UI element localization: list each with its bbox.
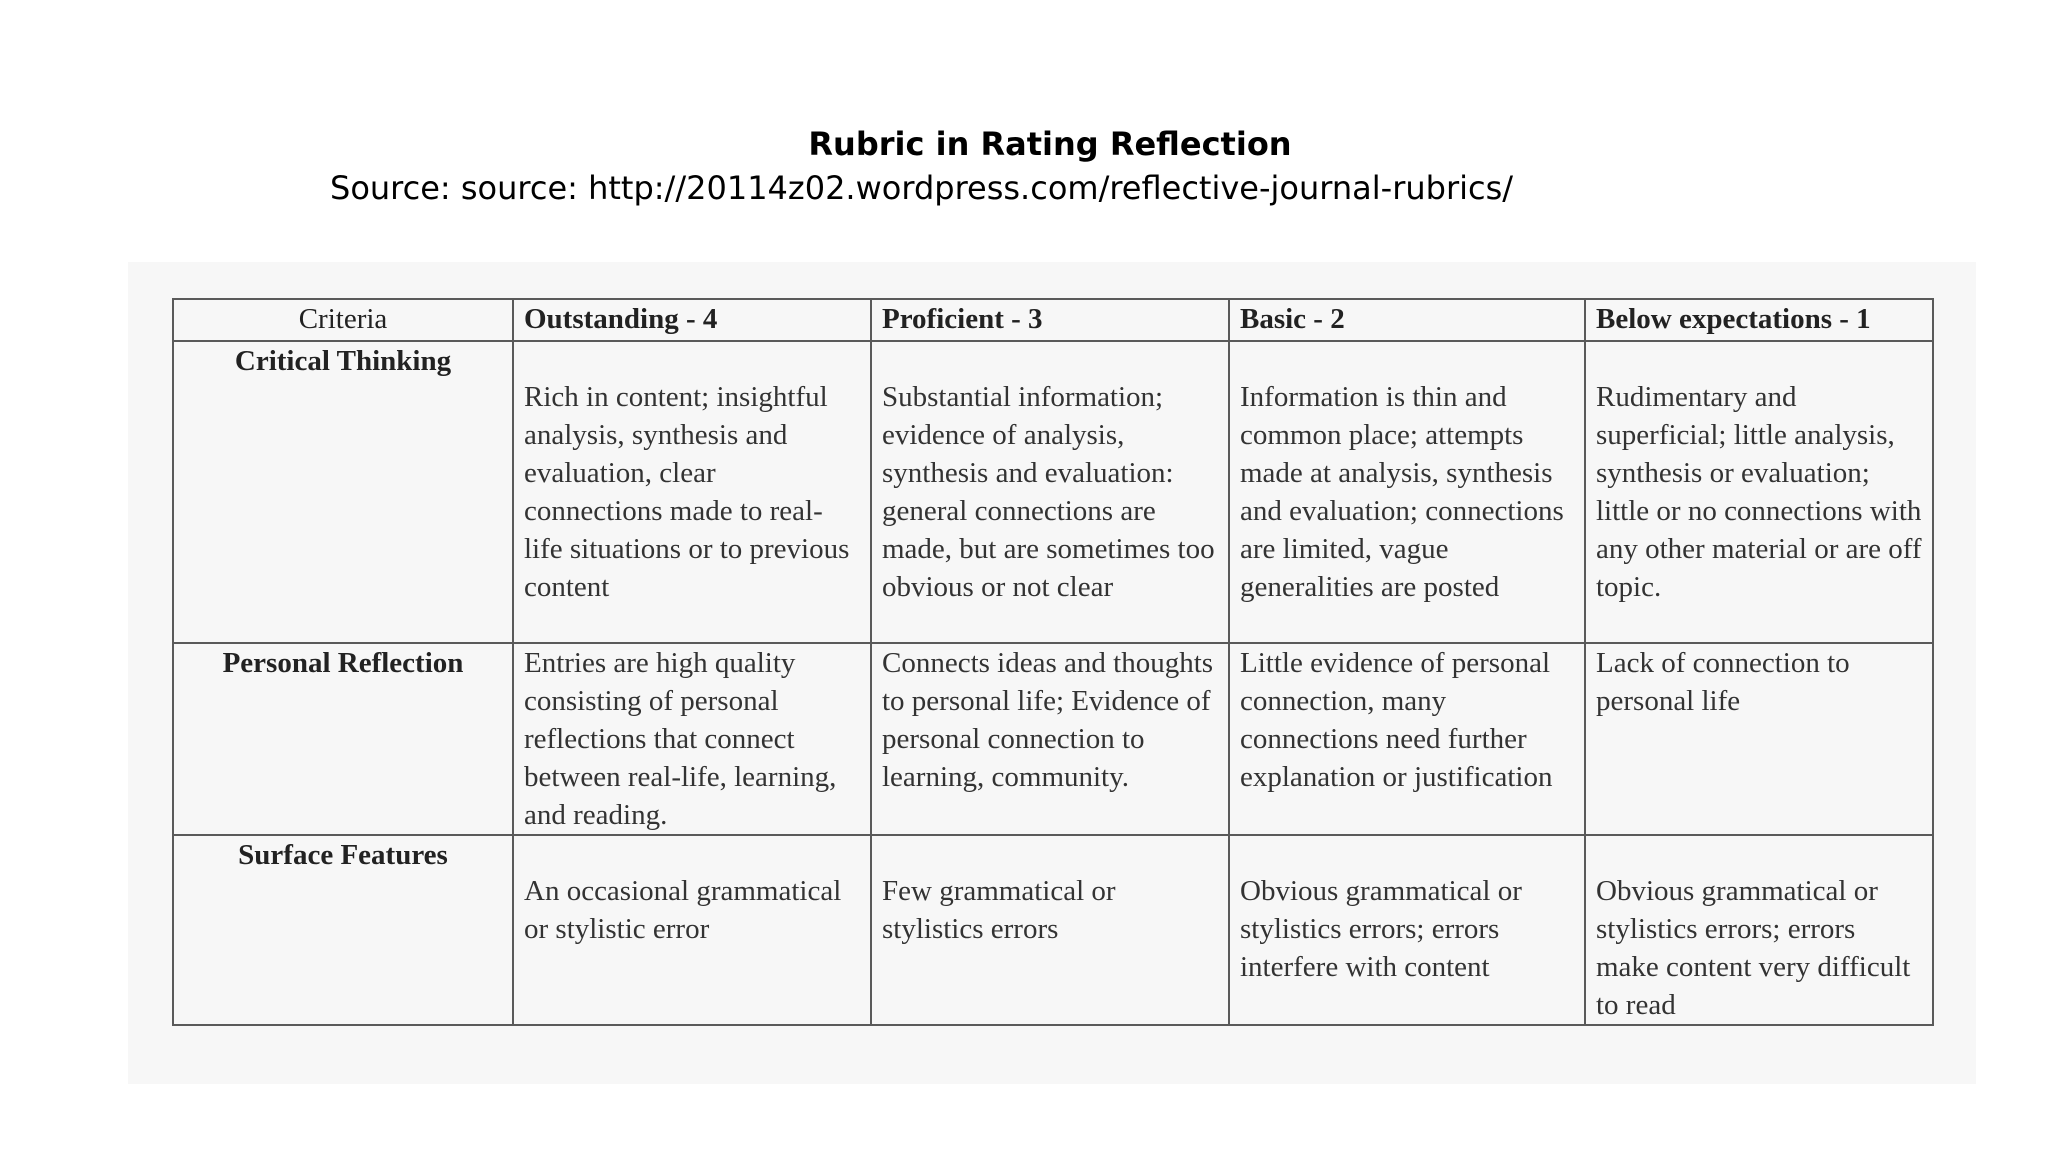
rubric-cell-text: Obvious grammatical or stylistics errors; errors make content very difficult to read xyxy=(1596,875,1911,1021)
rubric-cell-text: Connects ideas and thoughts to personal life; Evidence of personal connection to learning, community. xyxy=(882,647,1214,793)
rubric-cell-text: Lack of connection to personal life xyxy=(1596,647,1850,717)
rubric-cell xyxy=(1585,643,1933,835)
header-basic: Basic - 2 xyxy=(1229,299,1585,341)
criteria-cell: Personal Reflection xyxy=(173,643,513,835)
header-outstanding: Outstanding - 4 xyxy=(513,299,871,341)
rubric-cell-text: Substantial information; evidence of analysis, synthesis and evaluation: general connections are made, but are sometimes too obvious or not clear xyxy=(882,381,1215,603)
rubric-cell-text: Obvious grammatical or stylistics errors; errors interfere with content xyxy=(1240,875,1522,983)
rubric-cell xyxy=(871,341,1229,643)
rubric-cell xyxy=(1585,835,1933,1025)
rubric-row-critical-thinking xyxy=(173,341,1933,643)
rubric-cell xyxy=(1585,341,1933,643)
source-citation: Source: source: http://20114z02.wordpress.com/reflective-journal-rubrics/ xyxy=(330,169,1514,207)
header-below-expectations: Below expectations - 1 xyxy=(1585,299,1933,341)
rubric-cell-text: Little evidence of personal connection, many connections need further explanation or justification xyxy=(1240,647,1553,793)
rubric-cell-text: Entries are high quality consisting of personal reflections that connect between real-life, learning, and reading. xyxy=(524,647,837,831)
rubric-cell-text: Few grammatical or stylistics errors xyxy=(882,875,1116,945)
criteria-cell: Critical Thinking xyxy=(173,341,513,643)
criteria-cell: Surface Features xyxy=(173,835,513,1025)
rubric-row-surface-features xyxy=(173,835,1933,1025)
rubric-table xyxy=(172,298,1934,1026)
rubric-cell xyxy=(513,643,871,835)
rubric-cell-text: Information is thin and common place; attempts made at analysis, synthesis and evaluation; connections are limited, vague generalities are posted xyxy=(1240,381,1564,603)
rubric-cell xyxy=(871,643,1229,835)
rubric-cell xyxy=(1229,643,1585,835)
rubric-cell-text: An occasional grammatical or stylistic error xyxy=(524,875,842,945)
header-proficient: Proficient - 3 xyxy=(871,299,1229,341)
rubric-cell xyxy=(513,341,871,643)
rubric-cell xyxy=(1229,835,1585,1025)
rubric-cell-text: Rich in content; insightful analysis, synthesis and evaluation, clear connections made to real-life situations or to previous content xyxy=(524,381,850,603)
rubric-cell xyxy=(513,835,871,1025)
rubric-cell xyxy=(1229,341,1585,643)
rubric-header-row xyxy=(173,299,1933,341)
document-title: Rubric in Rating Reflection xyxy=(808,125,1292,163)
rubric-cell-text: Rudimentary and superficial; little analysis, synthesis or evaluation; little or no connections with any other material or are off topic. xyxy=(1596,381,1922,603)
rubric-row-personal-reflection xyxy=(173,643,1933,835)
rubric-cell xyxy=(871,835,1229,1025)
header-criteria: Criteria xyxy=(173,299,513,341)
